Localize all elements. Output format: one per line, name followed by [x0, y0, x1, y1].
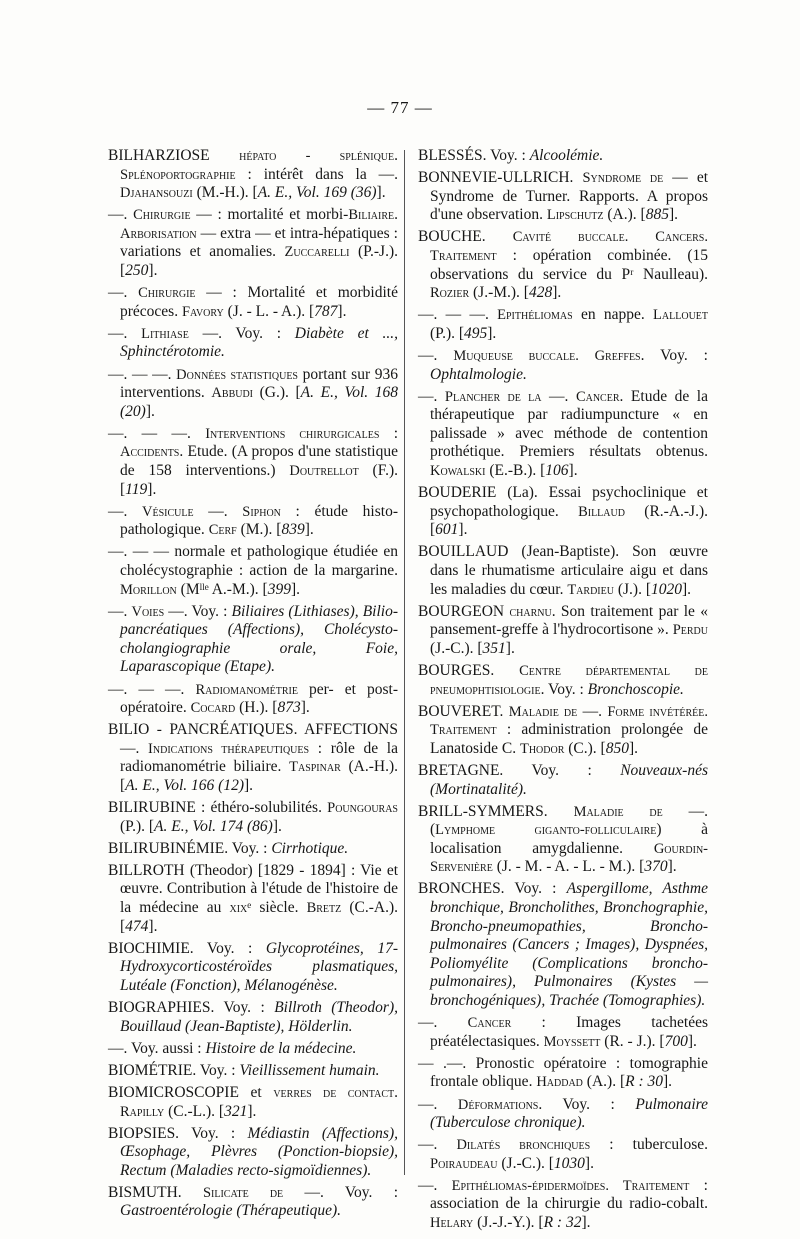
entry-segment: Plancher de la: [444, 388, 542, 405]
entry-segment: BOURGEON: [418, 602, 510, 620]
entry-segment: en nappe.: [572, 306, 654, 324]
entry-segment: Cocard: [190, 700, 236, 717]
entry-segment: ].: [552, 284, 562, 302]
entry-segment: (F.). [: [120, 462, 398, 498]
entry-segment: 370: [644, 858, 668, 876]
entry-segment: 700: [664, 1032, 688, 1050]
entry-segment: Rapilly: [120, 1103, 165, 1120]
entry-segment: hépato - splénique: [239, 148, 395, 164]
entry-segment: Haddad: [536, 1074, 583, 1091]
entry-segment: ᵉ siècle.: [247, 899, 307, 917]
entry-segment: — et Syndrome de Turner. Rapports. A propos d'une observation.: [430, 169, 708, 224]
index-entry: [418, 1055, 708, 1092]
index-entry: [418, 169, 708, 225]
entry-segment: (C.-A.). [: [120, 899, 398, 935]
index-entry: [108, 799, 398, 836]
index-entry: [108, 999, 398, 1036]
entry-segment: Cavité buccale. Cancers. Traitement: [430, 229, 708, 264]
entry-segment: . Son traitement par le « pansement-greffe à l'hydrocortisone ».: [430, 602, 708, 639]
index-entry: [418, 603, 708, 659]
index-entry: [418, 543, 708, 599]
entry-segment: R : 32: [543, 1214, 582, 1232]
entry-segment: ].: [147, 480, 157, 498]
entry-segment: BILIRUBINE : éthéro-solubilités.: [108, 799, 328, 817]
entry-segment: BOURGES.: [418, 661, 520, 679]
entry-segment: .: [394, 206, 398, 224]
entry-segment: Nouveaux-nés (Mortinatalité).: [430, 761, 708, 798]
entry-segment: —.: [108, 602, 132, 620]
entry-segment: : administration prolongée de Lanatoside C.: [430, 721, 708, 757]
index-entry: [108, 284, 398, 321]
entry-segment: —. Voy. :: [164, 602, 232, 620]
index-entry: [418, 703, 708, 759]
entry-segment: —.: [577, 702, 608, 720]
entry-segment: ].: [682, 580, 692, 598]
entry-segment: Cirrhotique.: [271, 839, 349, 857]
entry-segment: :: [379, 424, 399, 442]
index-entry: [108, 681, 398, 718]
entry-segment: —.: [418, 346, 454, 364]
index-entry: [418, 484, 708, 540]
entry-segment: Vieillissement humain.: [239, 1061, 380, 1079]
entry-segment: —. Voy. aussi :: [108, 1039, 206, 1057]
entry-segment: .: [394, 1083, 398, 1101]
index-entry: [108, 840, 398, 859]
entry-segment: Vésicule: [142, 503, 194, 520]
entry-segment: ].: [304, 521, 314, 539]
index-entry: [108, 147, 398, 203]
entry-segment: Interventions chirurgicales: [205, 425, 380, 442]
entry-segment: BIOMICROSCOPIE et: [108, 1083, 274, 1101]
entry-segment: Diabète et ..., Sphinctérotomie.: [120, 324, 398, 361]
entry-segment: Voies: [131, 603, 165, 620]
entry-segment: (R.-A.-J.). [: [430, 502, 708, 539]
entry-segment: (P.). [: [120, 817, 155, 835]
index-entry: [108, 1084, 398, 1121]
entry-segment: — .—. Pronostic opératoire : tomographie frontale oblique.: [418, 1054, 708, 1091]
entry-segment: : étude histo-pathologique.: [120, 502, 398, 539]
index-entry: [108, 1062, 398, 1081]
entry-segment: 351: [482, 639, 506, 657]
entry-segment: 250: [125, 262, 149, 280]
entry-segment: Glycoprotéines, 17-Hydroxycorticostéroïdes plasmatiques, Lutéale (Fonction), Mélanogénèse.: [120, 939, 398, 994]
entry-segment: ].: [247, 1102, 257, 1120]
entry-segment: ].: [300, 699, 310, 717]
entry-segment: Médiastin (Affections), Œsophage, Plèvres (Ponction-biopsie), Rectum (Maladies recto-sigmoïdiennes).: [120, 1124, 398, 1179]
entry-segment: —. — —.: [108, 424, 206, 442]
index-entry: [108, 1184, 398, 1221]
entry-segment: Billaud: [578, 503, 625, 520]
entry-segment: —. — — normale et pathologique étudiée en cholécystographie : action de la margarine.: [108, 543, 398, 579]
entry-segment: 885: [645, 206, 669, 224]
entry-segment: 495: [464, 324, 488, 342]
entry-segment: BRILL-SYMMERS.: [418, 802, 574, 820]
entry-segment: 474: [125, 917, 149, 935]
entry-segment: Favory: [181, 303, 224, 320]
entry-segment: Gourdin-Servenière: [430, 840, 708, 876]
entry-segment: —.: [541, 387, 576, 405]
entry-segment: Bronchoscopie.: [587, 680, 684, 698]
entry-segment: Chirurgie: [133, 207, 191, 224]
entry-segment: . Voy. :: [538, 1095, 636, 1113]
entry-segment: Dilatés bronchiques: [456, 1137, 591, 1154]
entry-segment: ].: [148, 262, 158, 280]
entry-segment: — : Mortalité et morbidité précoces.: [120, 284, 398, 320]
entry-segment: Kowalski: [430, 463, 486, 479]
entry-segment: —. (: [430, 802, 708, 839]
index-entry: [108, 206, 398, 280]
entry-segment: ].: [290, 580, 300, 598]
index-entry: [418, 1177, 708, 1233]
entry-segment: : Images tachetées préatélectasiques.: [430, 1014, 708, 1050]
entry-segment: BOUVERET.: [418, 702, 509, 720]
entry-segment: BILLROTH (Theodor) [1829 - 1894] : Vie et œuvre. Contribution à l'étude de l'histoire de la médecine au: [108, 861, 398, 917]
entry-segment: Biliaire: [348, 207, 395, 224]
entry-segment: Perdu: [672, 622, 708, 639]
entry-segment: (C.-L.). [: [164, 1102, 225, 1120]
entry-segment: BIOGRAPHIES. Voy. :: [108, 999, 275, 1017]
entry-segment: —.: [418, 1095, 458, 1113]
entry-segment: ].: [458, 521, 468, 539]
entry-segment: BIOPSIES. Voy. :: [108, 1124, 248, 1142]
entry-segment: (P.-J.). [: [120, 243, 399, 280]
index-entry: [108, 940, 398, 996]
entry-segment: Syndrome de: [582, 170, 664, 187]
entry-segment: 321: [224, 1102, 248, 1120]
index-entry: [418, 388, 708, 481]
entry-segment: Tardieu: [567, 581, 614, 598]
entry-segment: Arborisation: [120, 225, 197, 242]
index-entry: [418, 762, 708, 799]
index-entry: [108, 543, 398, 599]
entry-segment: R : 30: [625, 1073, 663, 1091]
entry-segment: ].: [145, 402, 155, 420]
entry-segment: ].: [581, 1214, 591, 1232]
entry-segment: Silicate de: [202, 1184, 284, 1201]
index-entry: [418, 1136, 708, 1173]
entry-segment: (A.). [: [582, 1073, 626, 1091]
entry-segment: 839: [281, 521, 305, 539]
entry-segment: Poiraudeau: [430, 1155, 498, 1172]
entry-segment: 1020: [651, 580, 682, 598]
entry-segment: (M.). [: [236, 521, 282, 539]
entry-segment: (J. - M. - A. - L. - M.). [: [492, 858, 645, 876]
entry-segment: ].: [148, 917, 158, 935]
entry-segment: 873: [277, 699, 301, 717]
entry-segment: Radiomanométrie: [195, 681, 298, 698]
entry-segment: Zuccarelli: [284, 244, 350, 261]
entry-segment: : association de la chirurgie du radio-cobalt.: [430, 1176, 708, 1213]
index-entry: [108, 721, 398, 795]
entry-segment: Doutrellot: [289, 463, 359, 479]
entry-segment: (A.-H.). [: [120, 758, 398, 794]
entry-segment: (J.). [: [613, 580, 651, 598]
entry-segment: (E.-B.). [: [485, 462, 546, 479]
entry-segment: . Etude. (A propos d'une statistique de 158 interventions.): [120, 443, 398, 479]
entry-segment: A. E., Vol. 169 (36): [257, 184, 377, 202]
entry-segment: Histoire de la médecine.: [205, 1039, 357, 1057]
entry-segment: —.: [108, 324, 142, 342]
entry-segment: ) à localisation amygdalienne.: [430, 821, 708, 857]
entry-segment: — extra — et intra-hépatiques : variations et anomalies.: [120, 224, 398, 261]
entry-segment: —. — —.: [418, 306, 498, 324]
entry-segment: Thodor: [519, 740, 565, 757]
entry-segment: —.: [108, 284, 139, 302]
index-entry: [108, 503, 398, 540]
entry-segment: —. Voy. :: [188, 324, 295, 342]
entry-segment: Cancer: [467, 1015, 512, 1032]
entry-segment: verres de contact: [273, 1084, 395, 1101]
entry-segment: Helary: [430, 1215, 474, 1232]
entry-segment: ].: [663, 1073, 673, 1091]
index-entry: [418, 306, 708, 343]
entry-segment: —. Voy. :: [283, 1183, 399, 1201]
entry-segment: Morillon: [120, 581, 177, 598]
entry-segment: Maladie de: [573, 803, 663, 820]
entry-segment: (M.-H.). [: [192, 184, 258, 202]
index-entry: [108, 603, 398, 677]
entry-segment: BILIO - PANCRÉATIQUES. AFFECTIONS —.: [108, 721, 398, 757]
entry-segment: BRONCHES. Voy. :: [418, 880, 567, 898]
entry-segment: . Voy. :: [540, 680, 588, 698]
index-entry: [108, 425, 398, 499]
entry-segment: A. E., Vol. 174 (86): [154, 817, 273, 835]
entry-segment: Alcoolémie.: [529, 147, 604, 164]
entry-segment: Pulmonaire (Tuberculose chronique).: [430, 1095, 709, 1132]
entry-segment: ].: [568, 462, 578, 479]
entry-segment: : intérêt dans la —.: [235, 165, 398, 183]
entry-segment: (Mˡˡᵉ A.-M.). [: [176, 580, 268, 598]
entry-segment: (P.). [: [430, 324, 465, 342]
index-entry: [418, 662, 708, 699]
entry-segment: Lipschutz: [546, 207, 604, 224]
entry-segment: Lymphome giganto-folliculaire: [435, 822, 657, 839]
entry-segment: (H.). [: [235, 699, 278, 717]
entry-segment: (J. - L. - A.). [: [223, 302, 315, 320]
entry-segment: Ophtalmologie.: [430, 365, 527, 383]
index-entry: [418, 803, 708, 877]
entry-segment: Muqueuse buccale. Greffes: [453, 347, 641, 364]
entry-segment: 399: [267, 580, 291, 598]
entry-segment: ].: [487, 324, 497, 342]
entry-segment: ].: [628, 739, 639, 757]
index-entry: [418, 147, 708, 166]
entry-segment: Accidents: [120, 444, 180, 461]
entry-segment: — : mortalité et morbi-: [190, 206, 349, 224]
entry-segment: Lallouet: [653, 307, 709, 324]
entry-segment: ].: [668, 206, 678, 224]
entry-segment: Centre départemental de pneumophtisiologie: [430, 662, 708, 698]
entry-segment: (J.-C.). [: [430, 639, 483, 657]
entry-segment: Poungouras: [327, 800, 398, 817]
entry-segment: per- et post-opératoire.: [120, 680, 398, 717]
entry-segment: ].: [505, 639, 515, 657]
entry-segment: BILIRUBINÉMIE. Voy. :: [108, 839, 272, 857]
entry-segment: Abbudi: [211, 385, 254, 402]
entry-segment: (J.-M.). [: [469, 284, 529, 302]
right-column: [418, 147, 708, 1236]
index-entry: [108, 1125, 398, 1181]
index-entry: [108, 862, 398, 936]
entry-segment: Gastroentérologie (Thérapeutique).: [120, 1202, 341, 1220]
entry-segment: ].: [584, 1154, 594, 1172]
entry-segment: BLESSÉS. Voy. :: [418, 147, 530, 164]
entry-segment: Moyssett: [543, 1033, 601, 1050]
entry-segment: portant sur 936 interventions.: [120, 365, 398, 402]
entry-segment: ].: [272, 817, 282, 835]
entry-segment: Siphon: [242, 503, 281, 520]
entry-segment: 106: [545, 462, 569, 479]
entry-segment: BILHARZIOSE: [108, 147, 240, 164]
entry-segment: 601: [435, 521, 459, 539]
entry-segment: —.: [108, 502, 143, 520]
index-entry: [418, 880, 708, 1010]
entry-segment: Epithéliomas: [497, 307, 573, 324]
entry-segment: Epithéliomas-épidermoïdes. Traitement: [451, 1177, 690, 1194]
entry-segment: Chirurgie: [138, 285, 196, 302]
entry-segment: ].: [667, 858, 677, 876]
entry-segment: 1030: [553, 1154, 585, 1172]
entry-segment: Cancer: [575, 388, 620, 405]
entry-segment: Taspinar: [289, 759, 341, 776]
entry-segment: xix: [229, 900, 248, 917]
entry-segment: .: [394, 147, 398, 164]
entry-segment: 850: [605, 739, 629, 757]
entry-segment: Billroth (Theodor), Bouillaud (Jean-Baptiste), Hölderlin.: [120, 999, 398, 1035]
index-entry: [418, 228, 708, 302]
entry-segment: Biliaires (Lithiases), Bilio-pancréatiques (Affections), Cholécysto-cholangiographie orale, Foie, Laparascopique (Etape).: [120, 602, 398, 676]
entry-segment: Aspergillome, Asthme bronchique, Broncholithes, Bronchographie, Broncho-pneumopathies, Broncho-pulmonaires (Cancers ; Images), Dyspnées, Poliomyélite (Complications broncho-pulmonaires), Pulmonaires (Kystes — bronchogéniques), Trachée (Tomographies).: [430, 880, 708, 1010]
entry-segment: ].: [244, 777, 254, 794]
entry-segment: BRETAGNE. Voy. :: [418, 761, 621, 779]
entry-segment: . Etude de la thérapeutique par radiumpuncture « en palissade » avec méthode de contention prothétique. Premiers résultats obtenus.: [430, 387, 708, 461]
entry-segment: Bretz: [306, 900, 342, 917]
column-divider: [404, 150, 405, 1175]
entry-segment: Données statistiques: [176, 366, 298, 383]
entry-segment: A. E., Vol. 168 (20): [120, 384, 398, 420]
entry-segment: Maladie de: [508, 703, 578, 720]
entry-segment: ].: [337, 302, 347, 320]
entry-segment: —. — —.: [108, 365, 177, 383]
entry-segment: (C.). [: [564, 739, 606, 757]
entry-segment: (G.). [: [253, 384, 301, 402]
entry-segment: BIOMÉTRIE. Voy. :: [108, 1061, 240, 1079]
index-entry: [418, 1096, 708, 1133]
entry-segment: —.: [418, 1014, 468, 1032]
entry-segment: —.: [193, 502, 243, 520]
entry-segment: 428: [528, 284, 553, 302]
entry-segment: : tuberculose.: [590, 1136, 708, 1154]
entry-segment: Forme invétérée. Traitement: [430, 703, 708, 739]
entry-segment: BOUDERIE (La). Essai psychoclinique et psychopathologique.: [418, 484, 708, 520]
entry-segment: Cerf: [208, 522, 237, 539]
entry-segment: (J.-C.). [: [497, 1154, 554, 1172]
entry-segment: BIOCHIMIE. Voy. :: [108, 939, 266, 957]
entry-segment: . Voy. :: [640, 346, 708, 364]
entry-segment: —. — —.: [108, 680, 196, 698]
entry-segment: (R. - J.). [: [600, 1032, 665, 1050]
entry-segment: Déformations: [457, 1096, 539, 1113]
page-number: — 77 —: [367, 98, 433, 117]
entry-segment: : rôle de la radiomanométrie biliaire.: [120, 739, 398, 776]
entry-segment: Djahansouzi: [120, 185, 193, 202]
index-entry: [108, 1040, 398, 1059]
index-entry: [418, 347, 708, 384]
entry-segment: charnu: [509, 603, 552, 620]
index-entry: [108, 366, 398, 422]
entry-segment: Indications thérapeutiques: [148, 740, 310, 757]
index-entry: [418, 1014, 708, 1051]
entry-segment: 119: [125, 480, 148, 498]
entry-segment: BISMUTH.: [108, 1183, 203, 1201]
entry-segment: Lithiase: [141, 325, 189, 342]
entry-segment: —.: [418, 1136, 457, 1154]
entry-segment: ].: [376, 184, 386, 202]
entry-segment: Splénoportographie: [120, 166, 236, 183]
entry-segment: (J.-J.-Y.). [: [473, 1214, 544, 1232]
entry-segment: —.: [418, 387, 445, 405]
entry-segment: : opération combinée. (15 observations du service du Pʳ Naulleau).: [430, 246, 708, 283]
entry-segment: —.: [418, 1176, 452, 1194]
entry-segment: BONNEVIE-ULLRICH.: [418, 169, 583, 187]
left-column: [108, 147, 398, 1225]
entry-segment: 787: [314, 302, 338, 320]
entry-segment: (A.). [: [603, 206, 646, 224]
entry-segment: A. E., Vol. 166 (12): [125, 777, 244, 794]
index-entry: [108, 325, 398, 362]
entry-segment: BOUCHE.: [418, 228, 513, 246]
entry-segment: Rozier: [430, 285, 470, 302]
entry-segment: BOUILLAUD (Jean-Baptiste). Son œuvre dans le rhumatisme articulaire aigu et dans les maladies du cœur.: [418, 543, 708, 598]
entry-segment: ].: [687, 1032, 697, 1050]
entry-segment: —.: [108, 206, 134, 224]
